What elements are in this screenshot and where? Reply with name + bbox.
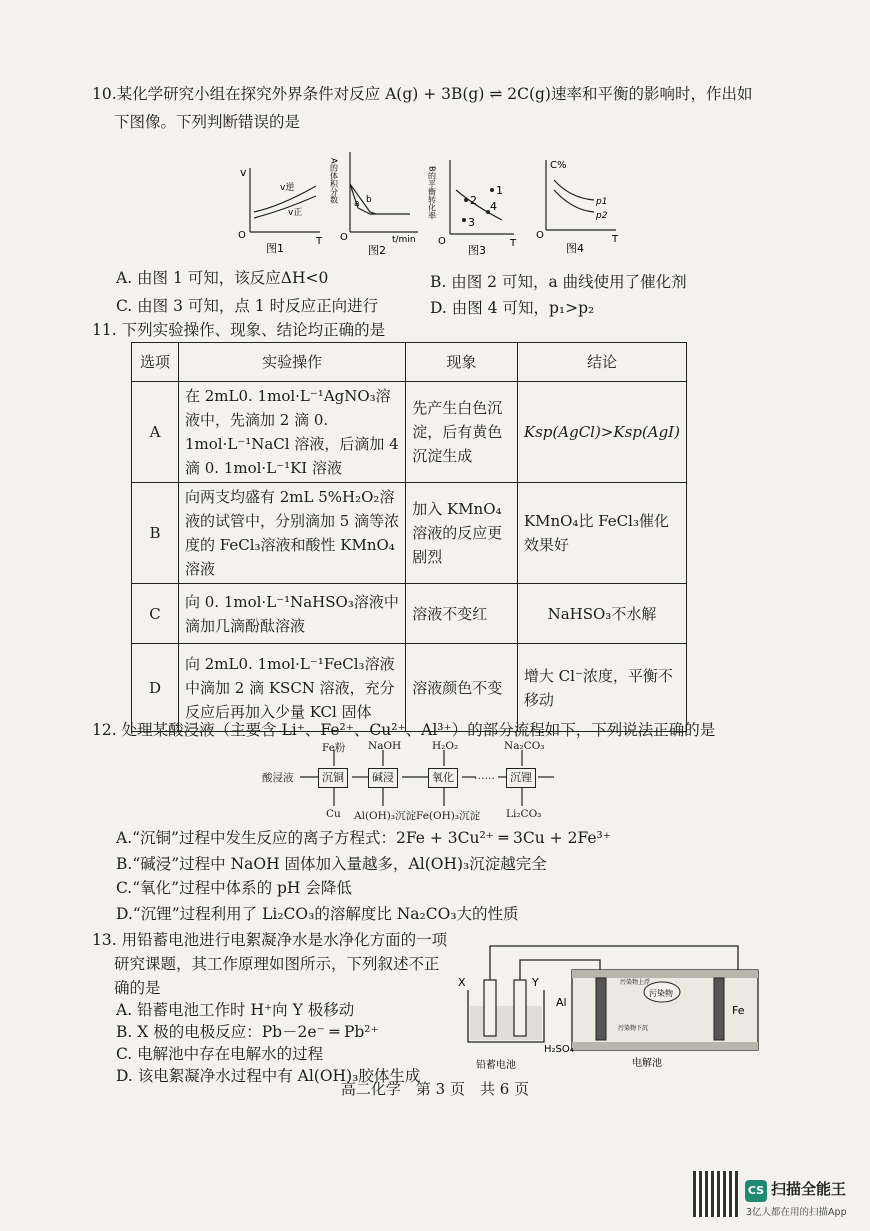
q13-electrolysis-diagram — [452, 940, 764, 1074]
table-header-row — [132, 343, 687, 382]
fig2-caption: 图2 — [368, 244, 386, 257]
row-phenomenon: 加入 KMnO₄溶液的反应更剧烈 — [406, 483, 518, 584]
q10-option-c[interactable]: C. 由图 3 可知，点 1 时反应正向进行 — [116, 297, 379, 315]
q10-figure-3 — [427, 154, 520, 257]
fig4-line-p1: p1 — [596, 197, 608, 207]
diagram-battery-label: 铅蓄电池 — [476, 1060, 516, 1071]
fig3-point-3: 3 — [468, 216, 475, 229]
q11-table — [131, 342, 687, 732]
fig3-y-axis: B的平衡转化率 — [427, 166, 437, 220]
q10-stem-line2: 下图像。下列判断错误的是 — [114, 113, 301, 131]
q12-option-b[interactable]: B.“碱浸”过程中 NaOH 固体加入量越多，Al(OH)₃沉淀越完全 — [116, 855, 547, 873]
row-conclusion: NaHSO₃不水解 — [517, 584, 686, 644]
table-row[interactable] — [132, 584, 687, 644]
fig4-line-p2: p2 — [596, 211, 608, 221]
scanner-app-name: 扫描全能王 — [771, 1180, 847, 1198]
table-row[interactable] — [132, 483, 687, 584]
row-phenomenon: 溶液颜色不变 — [406, 644, 518, 732]
q13-stem-line2: 研究课题，其工作原理如图所示，下列叙述不正 — [114, 955, 440, 973]
table-header-option: 选项 — [132, 343, 179, 382]
flow-reagent-fe: Fe粉 — [322, 742, 346, 754]
diagram-x-label: X — [458, 976, 466, 989]
table-header-conclusion: 结论 — [517, 343, 686, 382]
diagram-al-label: Al — [556, 996, 567, 1009]
page-footer: 高二化学 第 3 页 共 6 页 — [340, 1080, 530, 1098]
diagram-y-label: Y — [532, 976, 539, 989]
flow-reagent-naoh: NaOH — [368, 740, 402, 752]
fig2-origin: O — [340, 232, 348, 243]
q10-stem-a: 某化学研究小组在探究外界条件对反应 A(g) + 3B(g) ⇌ 2C(g)速率和平衡的影响时，作出如 — [116, 85, 753, 103]
table-row[interactable] — [132, 382, 687, 483]
flow-product-cu: Cu — [326, 808, 341, 820]
fig4-x-axis: T — [612, 234, 619, 245]
fig3-point-2: 2 — [470, 194, 477, 207]
q12-option-a[interactable]: A.“沉铜”过程中发生反应的离子方程式：2Fe + 3Cu²⁺ ═ 3Cu + 2Fe³⁺ — [116, 829, 611, 847]
qr-code-icon — [693, 1171, 739, 1217]
flow-start: 酸浸液 — [262, 772, 294, 784]
table-header-operation: 实验操作 — [178, 343, 405, 382]
q12-option-d[interactable]: D.“沉锂”过程利用了 Li₂CO₃的溶解度比 Na₂CO₃大的性质 — [116, 905, 519, 923]
diagram-pollutant-label: 污染物 — [649, 989, 673, 998]
row-option: A — [132, 382, 179, 483]
diagram-h2so4-label: H₂SO₄ — [544, 1044, 574, 1055]
row-operation: 向 2mL0. 1mol·L⁻¹FeCl₃溶液中滴加 2 滴 KSCN 溶液，充分反应后再加入少量 KCl 固体 — [178, 644, 405, 732]
q10-figure-1 — [236, 160, 326, 255]
q13-stem-line3: 确的是 — [114, 979, 161, 997]
diagram-fe-label: Fe — [732, 1004, 745, 1017]
fig1-caption: 图1 — [266, 242, 284, 255]
fig3-caption: 图3 — [468, 244, 486, 257]
fig4-caption: 图4 — [566, 242, 584, 255]
q10-figure-2 — [330, 146, 425, 256]
q11-stem: 11. 下列实验操作、现象、结论均正确的是 — [92, 321, 386, 339]
row-conclusion: Ksp(AgCl)>Ksp(AgI) — [517, 382, 686, 483]
q10-option-d[interactable]: D. 由图 4 可知，p₁>p₂ — [430, 299, 595, 317]
fig3-point-1: 1 — [496, 184, 503, 197]
fig2-label-b: b — [366, 195, 372, 205]
fig3-point-4: 4 — [490, 200, 497, 213]
flow-reagent-na2co3: Na₂CO₃ — [504, 740, 545, 752]
fig1-y-axis: v — [240, 166, 247, 179]
fig1-label-rev: v逆 — [280, 183, 295, 193]
q12-option-c[interactable]: C.“氧化”过程中体系的 pH 会降低 — [116, 879, 352, 897]
row-phenomenon: 溶液不变红 — [406, 584, 518, 644]
row-operation: 在 2mL0. 1mol·L⁻¹AgNO₃溶液中，先滴加 2 滴 0. 1mol·L⁻¹NaCl 溶液，后滴加 4 滴 0. 1mol·L⁻¹KI 溶液 — [178, 382, 405, 483]
q10-stem-line1 — [92, 82, 752, 104]
table-header-phenomenon: 现象 — [406, 343, 518, 382]
row-operation: 向两支均盛有 2mL 5%H₂O₂溶液的试管中，分别滴加 5 滴等浓度的 FeCl₃溶液和酸性 KMnO₄溶液 — [178, 483, 405, 584]
flow-product-feoh3: Fe(OH)₃沉淀 — [416, 810, 481, 822]
fig3-origin: O — [438, 236, 446, 247]
flow-product-li2co3: Li₂CO₃ — [506, 808, 542, 820]
q10-option-a[interactable]: A. 由图 1 可知，该反应ΔH<0 — [116, 269, 329, 287]
fig2-x-axis: t/min — [392, 235, 416, 245]
fig2-y-axis: A的体积分数 — [329, 158, 339, 204]
flow-step-oxidize: 氧化 — [428, 768, 458, 788]
row-option: D — [132, 644, 179, 732]
fig2-label-a: a — [354, 199, 360, 209]
q10-number: 10. — [92, 85, 117, 103]
diagram-float-label: 污染物上浮 — [620, 979, 651, 986]
row-phenomenon: 先产生白色沉淀，后有黄色沉淀生成 — [406, 382, 518, 483]
fig1-label-fwd: v正 — [288, 208, 303, 218]
row-option: B — [132, 483, 179, 584]
diagram-sink-label: 污染物下沉 — [618, 1025, 649, 1032]
q10-option-b[interactable]: B. 由图 2 可知，a 曲线使用了催化剂 — [430, 273, 687, 291]
fig4-y-axis: C% — [550, 160, 567, 171]
q13-option-a[interactable]: A. 铅蓄电池工作时 H⁺向 Y 极移动 — [116, 1001, 355, 1019]
fig3-x-axis: T — [510, 238, 517, 249]
row-operation: 向 0. 1mol·L⁻¹NaHSO₃溶液中滴加几滴酚酞溶液 — [178, 584, 405, 644]
q13-option-c[interactable]: C. 电解池中存在电解水的过程 — [116, 1045, 324, 1063]
flow-step-lithium: 沉锂 — [506, 768, 536, 788]
diagram-cell-label: 电解池 — [632, 1058, 662, 1069]
q10-figure-4 — [532, 154, 622, 256]
camscanner-logo-icon: CS — [745, 1180, 767, 1202]
q12-flowchart — [262, 740, 562, 824]
row-option: C — [132, 584, 179, 644]
row-conclusion: 增大 Cl⁻浓度，平衡不移动 — [517, 644, 686, 732]
flow-product-aloh3: Al(OH)₃沉淀 — [354, 810, 417, 822]
flow-dots: …… — [474, 770, 495, 782]
flow-reagent-h2o2: H₂O₂ — [432, 740, 459, 752]
q13-stem-line1: 13. 用铅蓄电池进行电絮凝净水是水净化方面的一项 — [92, 931, 448, 949]
fig1-origin: O — [238, 230, 246, 241]
fig4-origin: O — [536, 230, 544, 241]
q13-option-b[interactable]: B. X 极的电极反应：Pb－2e⁻ ═ Pb²⁺ — [116, 1023, 379, 1041]
fig1-x-axis: T — [316, 236, 323, 247]
row-conclusion: KMnO₄比 FeCl₃催化效果好 — [517, 483, 686, 584]
scanner-tagline: 3亿人都在用的扫描App — [746, 1207, 847, 1218]
flow-step-alkali: 碱浸 — [368, 768, 398, 788]
q12-stem: 12. 处理某酸浸液（主要含 Li⁺、Fe²⁺、Cu²⁺、Al³⁺）的部分流程如下，下列说法正确的是 — [92, 721, 716, 739]
flow-step-copper: 沉铜 — [318, 768, 348, 788]
q13-option-d[interactable]: D. 该电絮凝净水过程中有 Al(OH)₃胶体生成 — [116, 1067, 421, 1085]
